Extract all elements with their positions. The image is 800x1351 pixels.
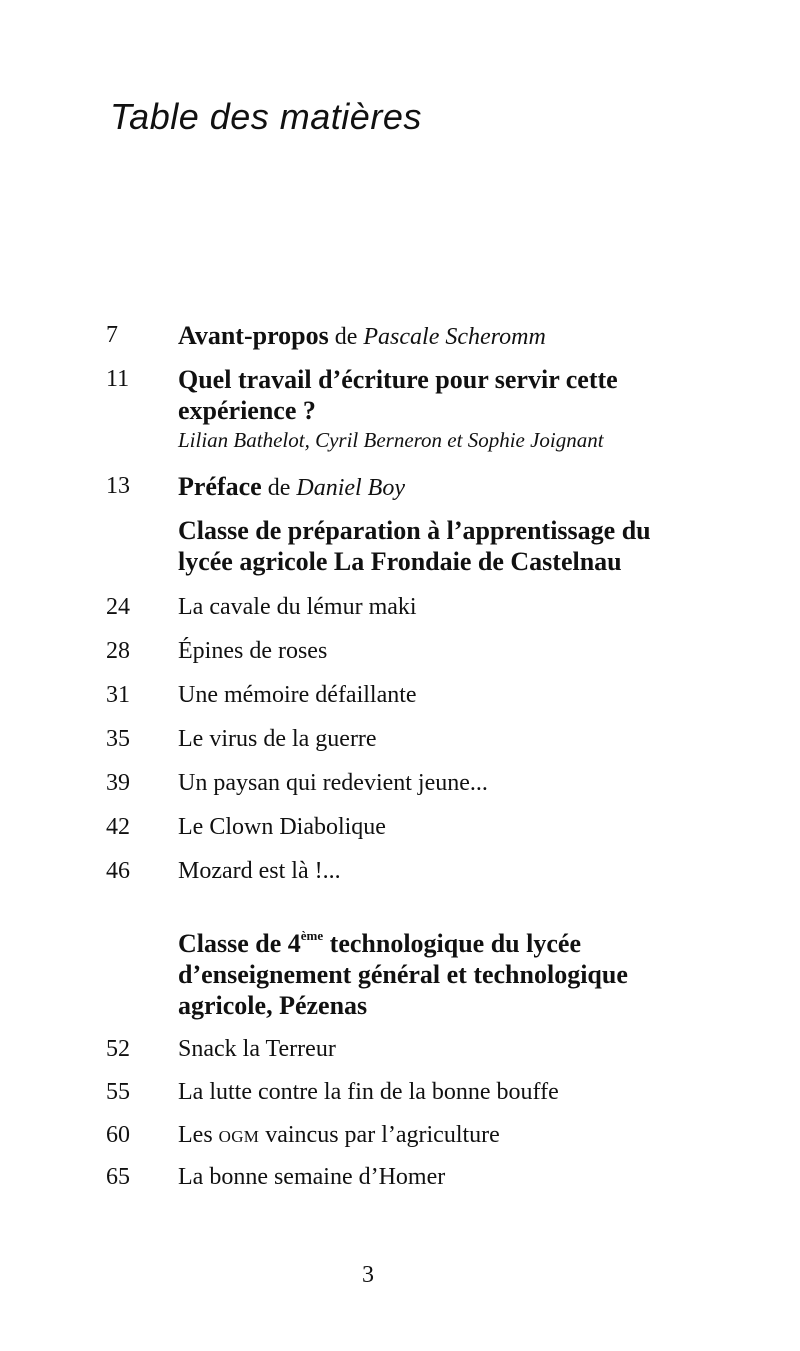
entry-title: Un paysan qui redevient jeune...	[178, 770, 488, 796]
section-heading-sup: ème	[300, 928, 324, 943]
section-heading-line-3: agricole, Pézenas	[178, 991, 368, 1020]
entry-author: Daniel Boy	[296, 475, 405, 501]
section-heading-line-1	[178, 928, 718, 959]
page-number: 52	[106, 1036, 130, 1062]
section-heading-post: technologique du lycée	[323, 929, 581, 958]
entry-by: de	[261, 475, 297, 501]
entry-title: Épines de roses	[178, 638, 328, 664]
entry-title: Préface	[178, 472, 262, 501]
entry-title-small-caps: OGM	[218, 1127, 260, 1146]
section-heading-text	[178, 515, 718, 577]
entry-title: Snack la Terreur	[178, 1036, 336, 1062]
entry-title: La lutte contre la fin de la bonne bouffe	[178, 1079, 559, 1105]
page-number: 46	[106, 858, 130, 884]
entry-title: Le virus de la guerre	[178, 726, 377, 752]
page-number: 42	[106, 814, 130, 840]
entry-title-line-1: Quel travail d’écriture pour servir cette	[178, 365, 618, 394]
page-number: 39	[106, 770, 130, 796]
entry-title: Mozard est là !...	[178, 858, 341, 884]
page-number: 65	[106, 1164, 130, 1190]
page-number: 55	[106, 1079, 130, 1105]
entry-author: Pascale Scheromm	[363, 324, 546, 350]
entry-title-post: vaincus par l’agriculture	[259, 1122, 500, 1148]
entry-text	[178, 364, 718, 454]
section-heading-pre: Classe de 4	[178, 929, 301, 958]
page-number: 31	[106, 682, 130, 708]
entry-title: La bonne semaine d’Homer	[178, 1164, 446, 1190]
entry-title: Une mémoire défaillante	[178, 682, 417, 708]
section-heading-text	[178, 928, 718, 1021]
page-number: 13	[106, 473, 130, 499]
section-heading-line-1: Classe de préparation à l’apprentissage du	[178, 516, 651, 545]
page-title: Table des matières	[110, 96, 422, 137]
page-number: 35	[106, 726, 130, 752]
entry-authors: Lilian Bathelot, Cyril Berneron et Sophie Joignant	[178, 428, 604, 452]
entry-text	[178, 471, 718, 503]
page-number: 24	[106, 594, 130, 620]
page-folio: 3	[362, 1262, 374, 1288]
entry-title: Avant-propos	[178, 321, 329, 350]
entry-title: Le Clown Diabolique	[178, 814, 386, 840]
page-number: 11	[106, 366, 130, 392]
page-number: 7	[106, 322, 118, 348]
entry-by: de	[328, 324, 364, 350]
entry-text	[178, 320, 718, 352]
entry-title-line-2: expérience ?	[178, 396, 316, 425]
page-number: 60	[106, 1122, 130, 1148]
page-number: 28	[106, 638, 130, 664]
section-heading-line-2: d’enseignement général et technologique	[178, 960, 628, 989]
section-heading-line-2: lycée agricole La Frondaie de Castelnau	[178, 547, 622, 576]
entry-title	[178, 1120, 718, 1152]
entry-title: La cavale du lémur maki	[178, 594, 417, 620]
entry-title-pre: Les	[178, 1122, 219, 1148]
